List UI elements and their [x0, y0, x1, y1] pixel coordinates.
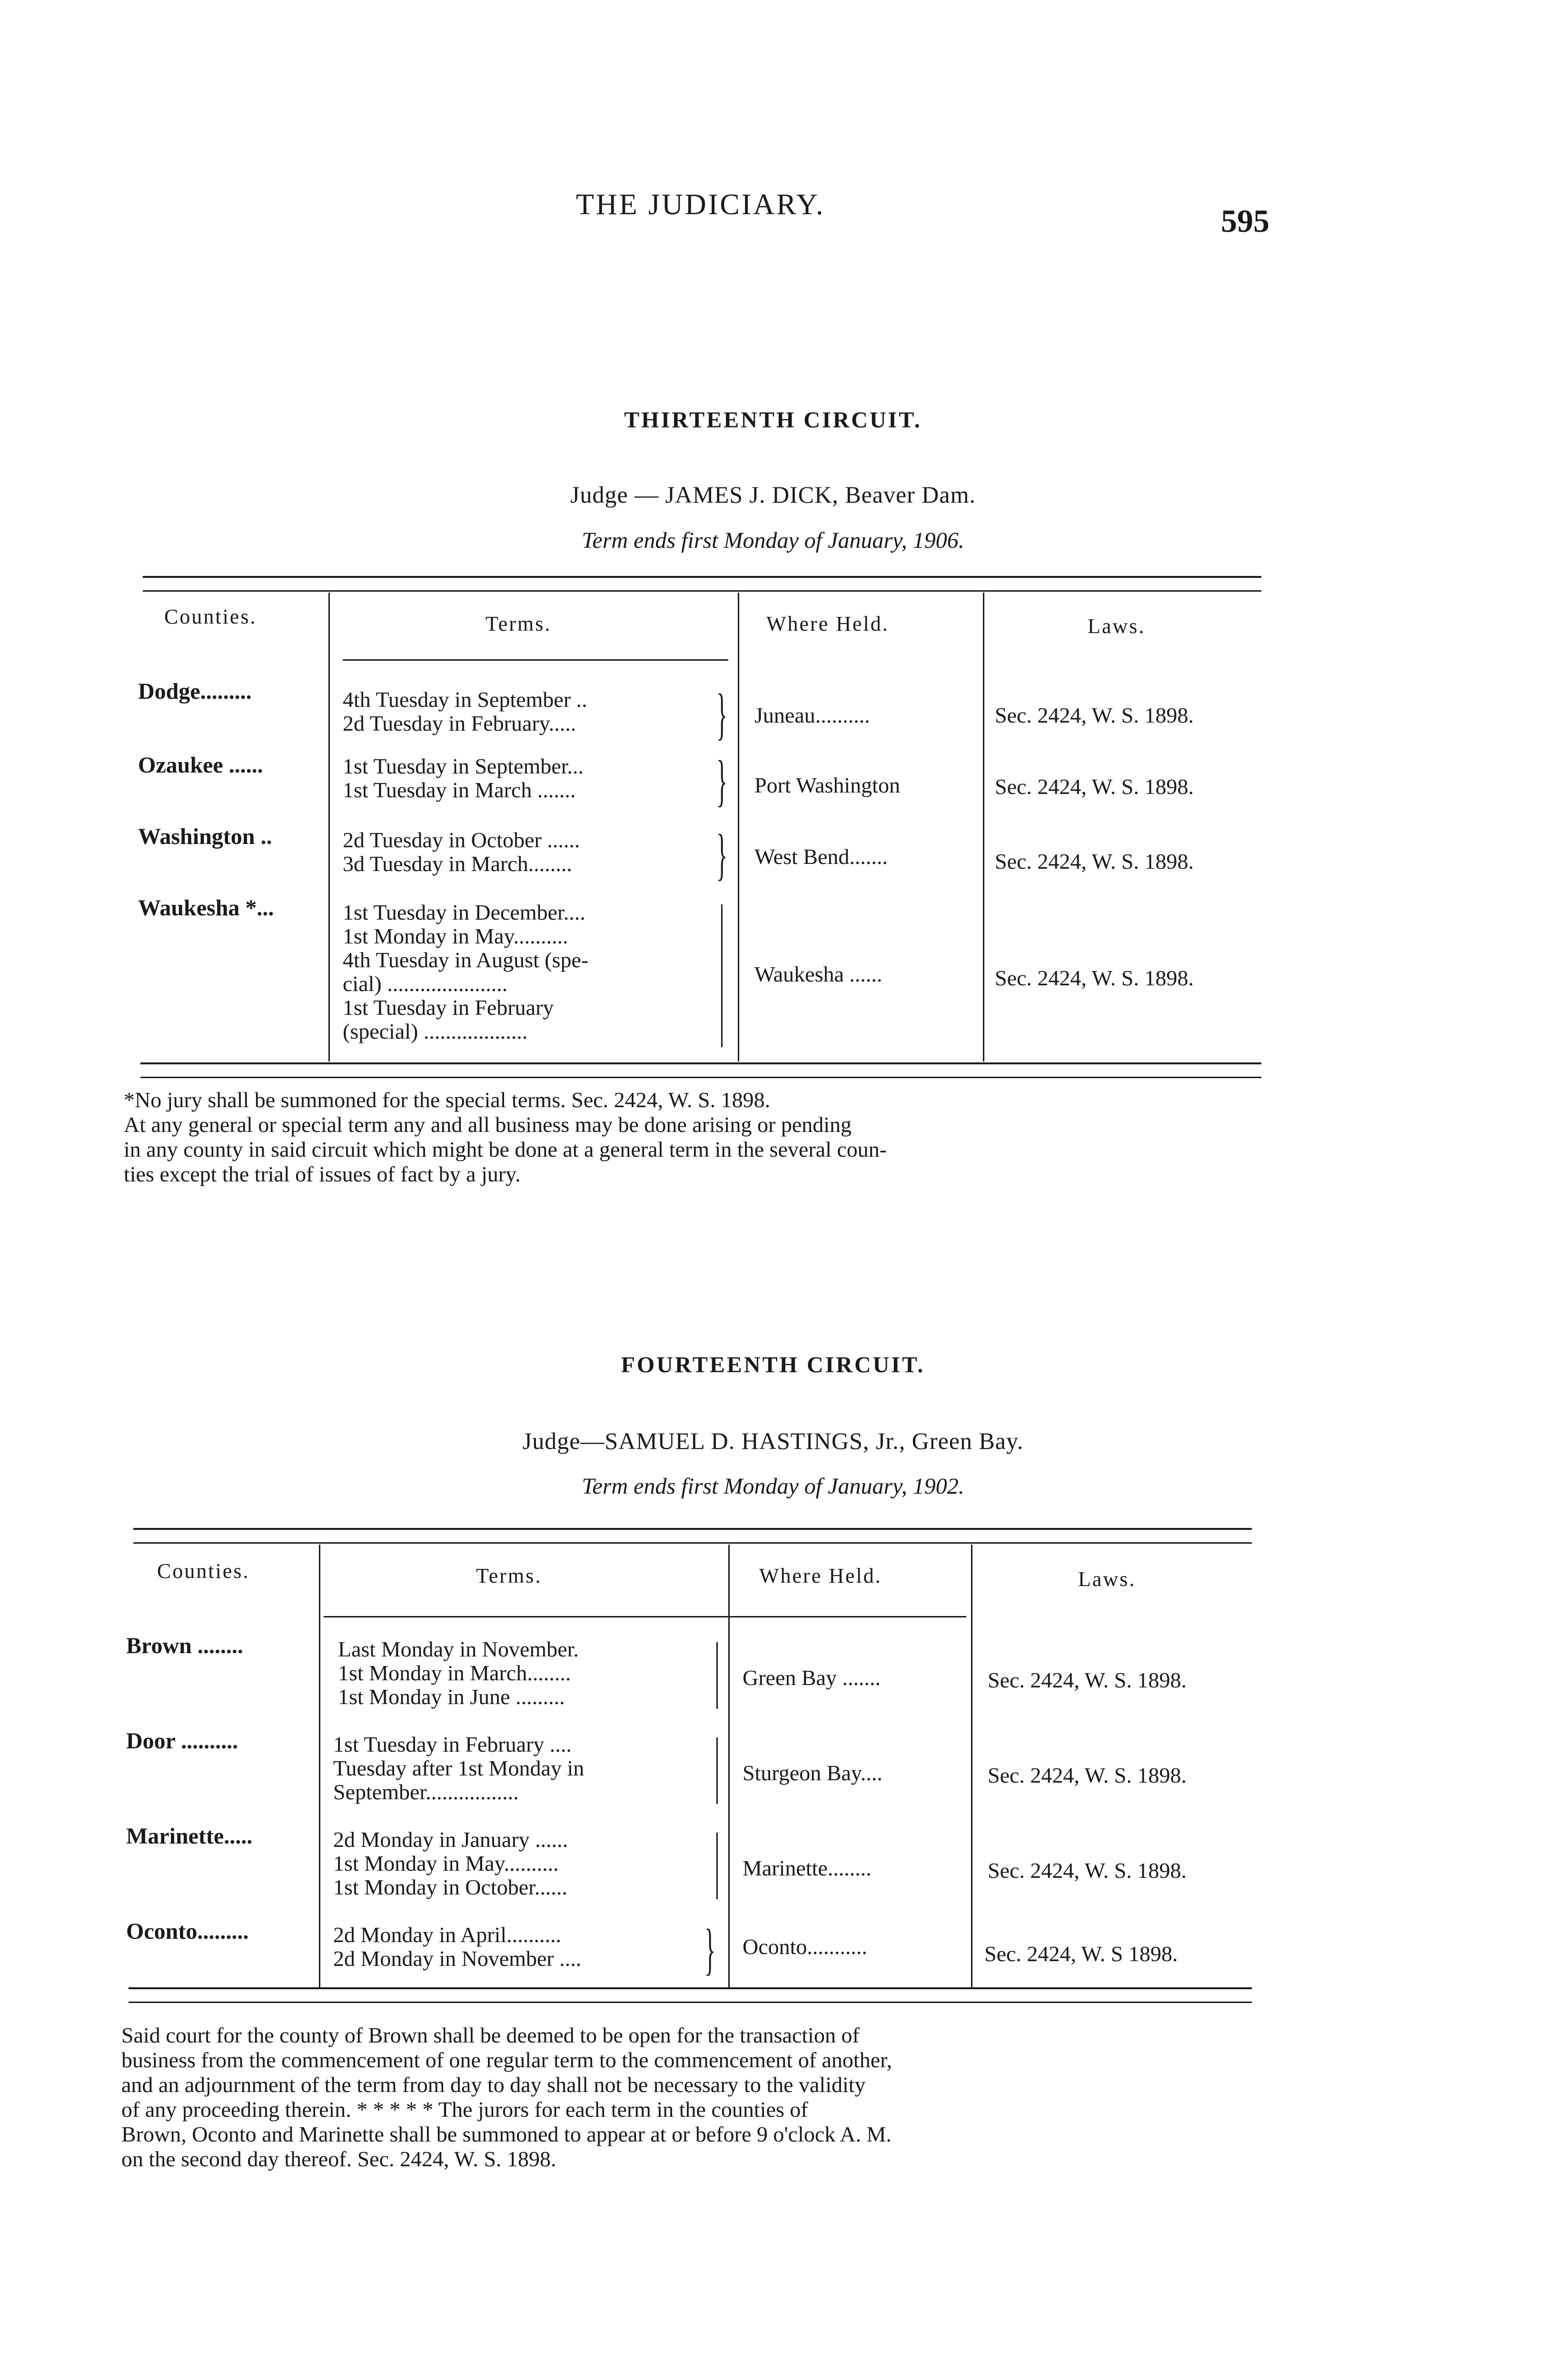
law-citation: Sec. 2424, W. S. 1898. — [995, 966, 1194, 990]
column-divider — [328, 593, 330, 1061]
term-line: 1st Tuesday in February .... — [333, 1732, 572, 1756]
header-underline — [343, 659, 728, 661]
term-line: 1st Tuesday in February — [343, 995, 554, 1020]
note-line: Said court for the county of Brown shall be deemed to be open for the transaction of — [121, 2023, 860, 2047]
column-divider — [728, 1545, 730, 1987]
note-line: business from the commencement of one regular term to the commencement of another, — [121, 2048, 892, 2072]
term-line: cial) ...................... — [343, 972, 508, 996]
where-held: West Bend....... — [754, 844, 888, 869]
term-line: 1st Monday in May.......... — [343, 924, 568, 948]
term-line: Tuesday after 1st Monday in — [333, 1756, 585, 1780]
law-citation: Sec. 2424, W. S 1898. — [984, 1942, 1178, 1966]
term-line: 1st Monday in March........ — [338, 1661, 571, 1685]
column-divider — [319, 1545, 320, 1987]
term-line: 1st Tuesday in December.... — [343, 900, 585, 924]
term-line: 1st Tuesday in March ....... — [343, 778, 576, 802]
county-name: Marinette..... — [126, 1824, 253, 1849]
col-head-where-held: Where Held. — [766, 612, 889, 635]
note-line: *No jury shall be summoned for the special terms. Sec. 2424, W. S. 1898. — [124, 1088, 771, 1112]
table-bottom-rule-2 — [140, 1077, 1261, 1078]
header-underline — [324, 1616, 966, 1617]
brace-bar — [721, 904, 723, 1047]
term-line: Last Monday in November. — [338, 1637, 579, 1661]
table-bottom-rule — [129, 1987, 1252, 1989]
col-head-laws: Laws. — [1088, 615, 1146, 638]
note-line: in any county in said circuit which might be done at a general term in the several coun- — [124, 1137, 887, 1161]
where-held: Waukesha ...... — [754, 962, 882, 986]
column-divider — [971, 1545, 972, 1987]
brace-icon: } — [716, 823, 728, 886]
table-top-rule — [133, 1528, 1252, 1530]
brace-icon: } — [716, 682, 728, 745]
law-citation: Sec. 2424, W. S. 1898. — [995, 774, 1194, 799]
where-held: Port Washington — [754, 773, 900, 797]
term-line: 2d Monday in April.......... — [333, 1923, 562, 1947]
county-name: Washington .. — [138, 824, 272, 849]
col-head-counties: Counties. — [157, 1559, 250, 1583]
table-top-rule-2 — [143, 590, 1261, 592]
term-line: 2d Monday in November .... — [333, 1946, 582, 1971]
where-held: Oconto........... — [743, 1934, 867, 1959]
term-line: 4th Tuesday in September .. — [343, 687, 587, 712]
where-held: Sturgeon Bay.... — [743, 1761, 882, 1785]
law-citation: Sec. 2424, W. S. 1898. — [988, 1763, 1187, 1787]
brace-icon: } — [716, 749, 728, 812]
page-number: 595 — [1221, 203, 1269, 239]
thirteenth-term-ends: Term ends first Monday of January, 1906. — [582, 528, 964, 553]
brace-icon: } — [704, 1917, 716, 1981]
term-line: 3d Tuesday in March........ — [343, 852, 572, 876]
thirteenth-judge-line: Judge — JAMES J. DICK, Beaver Dam. — [570, 481, 976, 508]
brace-bar — [716, 1642, 718, 1709]
thirteenth-footnote — [124, 1088, 1266, 1187]
col-head-terms: Terms. — [486, 612, 552, 635]
note-line: At any general or special term any and all business may be done arising or pending — [124, 1112, 852, 1137]
note-line: of any proceeding therein. * * * * * The jurors for each term in the counties of — [121, 2097, 808, 2122]
brace-bar — [716, 1833, 718, 1899]
term-line: 1st Monday in June ......... — [338, 1685, 565, 1709]
col-head-terms: Terms. — [476, 1564, 542, 1587]
col-head-laws: Laws. — [1078, 1567, 1136, 1591]
column-divider — [983, 593, 984, 1061]
term-line: September................. — [333, 1780, 519, 1804]
where-held: Green Bay ....... — [743, 1666, 881, 1690]
term-line: 4th Tuesday in August (spe- — [343, 948, 589, 972]
law-citation: Sec. 2424, W. S. 1898. — [988, 1858, 1187, 1883]
county-name: Oconto......... — [126, 1919, 249, 1944]
note-line: ties except the trial of issues of fact by a jury. — [124, 1162, 521, 1186]
law-citation: Sec. 2424, W. S. 1898. — [995, 703, 1194, 727]
col-head-where-held: Where Held. — [759, 1564, 882, 1587]
term-line: 1st Monday in October...... — [333, 1875, 567, 1899]
term-line: 1st Tuesday in September... — [343, 754, 584, 778]
note-line: on the second day thereof. Sec. 2424, W. S. 1898. — [121, 2147, 556, 2171]
where-held: Marinette........ — [743, 1856, 872, 1880]
note-line: Brown, Oconto and Marinette shall be summoned to appear at or before 9 o'clock A. M. — [121, 2122, 892, 2146]
term-line: 1st Monday in May.......... — [333, 1851, 559, 1875]
law-citation: Sec. 2424, W. S. 1898. — [995, 849, 1194, 873]
brace-bar — [716, 1737, 718, 1804]
note-line: and an adjournment of the term from day to day shall not be necessary to the validity — [121, 2073, 866, 2097]
table-top-rule-2 — [133, 1542, 1252, 1544]
term-line: 2d Monday in January ...... — [333, 1827, 568, 1852]
term-line: (special) ................... — [343, 1019, 528, 1043]
column-divider — [738, 593, 739, 1061]
county-name: Waukesha *... — [138, 895, 274, 921]
fourteenth-circuit-title: FOURTEENTH CIRCUIT. — [621, 1352, 925, 1378]
fourteenth-footnote — [121, 2023, 1269, 2172]
fourteenth-term-ends: Term ends first Monday of January, 1902. — [582, 1474, 964, 1499]
term-line: 2d Tuesday in October ...... — [343, 828, 580, 852]
fourteenth-judge-line: Judge—SAMUEL D. HASTINGS, Jr., Green Bay. — [522, 1428, 1024, 1454]
law-citation: Sec. 2424, W. S. 1898. — [988, 1668, 1187, 1692]
county-name: Ozaukee ...... — [138, 753, 263, 778]
where-held: Juneau.......... — [754, 703, 870, 727]
county-name: Brown ........ — [126, 1633, 243, 1658]
thirteenth-circuit-title: THIRTEENTH CIRCUIT. — [624, 407, 922, 433]
table-bottom-rule — [140, 1062, 1261, 1064]
county-name: Door .......... — [126, 1728, 238, 1754]
county-name: Dodge......... — [138, 679, 252, 704]
table-bottom-rule-2 — [129, 2002, 1252, 2003]
col-head-counties: Counties. — [164, 605, 257, 628]
running-header: THE JUDICIARY. — [576, 188, 825, 221]
table-top-rule — [143, 576, 1261, 578]
term-line: 2d Tuesday in February..... — [343, 711, 576, 735]
